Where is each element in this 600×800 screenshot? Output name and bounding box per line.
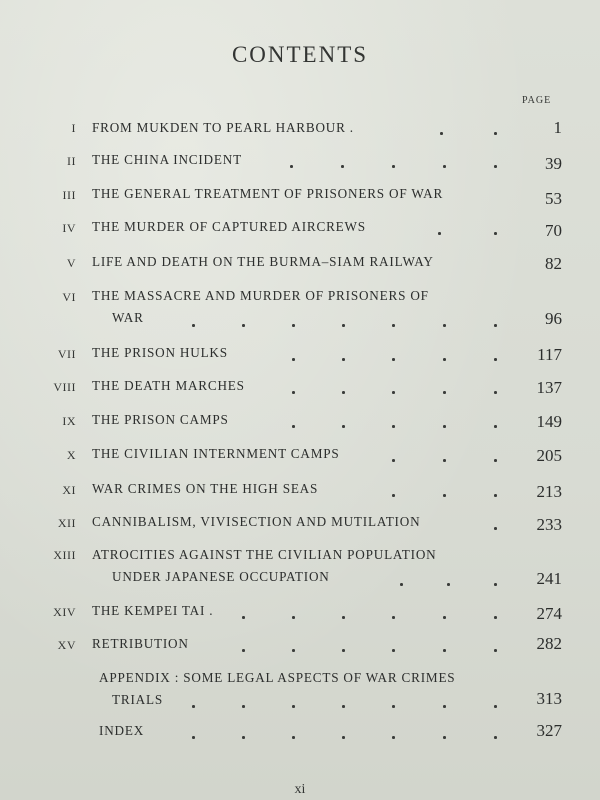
chapter-number: I [71, 121, 76, 135]
page-number: 39 [545, 154, 562, 173]
chapter-title: LIFE AND DEATH ON THE BURMA–SIAM RAILWAY [92, 254, 434, 269]
page-number: 274 [536, 604, 562, 623]
chapter-title: FROM MUKDEN TO PEARL HARBOUR . [92, 120, 354, 135]
page-number: 213 [536, 482, 562, 501]
chapter-title-continued: UNDER JAPANESE OCCUPATION [112, 569, 330, 584]
leader-dots [0, 514, 600, 534]
chapter-title-continued: WAR [112, 310, 144, 325]
chapter-number: XV [57, 638, 76, 652]
page-folio: xi [294, 782, 306, 797]
leader-dots [0, 378, 600, 398]
chapter-title: THE KEMPEI TAI . [92, 603, 214, 618]
chapter-number: XIII [53, 548, 76, 562]
leader-dots [0, 345, 600, 365]
chapter-number: III [62, 188, 76, 202]
chapter-title: THE CIVILIAN INTERNMENT CAMPS [92, 446, 340, 461]
chapter-number: VI [62, 290, 76, 304]
chapter-number: VII [57, 347, 76, 361]
appendix-title-continued: TRIALS [112, 692, 163, 707]
page-number: 282 [536, 634, 562, 653]
chapter-number: IV [62, 221, 76, 235]
index-title: INDEX [99, 723, 145, 738]
page-title: CONTENTS [231, 42, 369, 67]
chapter-number: XIV [53, 605, 76, 619]
chapter-number: V [66, 256, 76, 270]
chapter-number: IX [62, 414, 76, 428]
leader-dots [0, 636, 600, 656]
chapter-title: CANNIBALISM, VIVISECTION AND MUTILATION [92, 514, 421, 529]
leader-dots [0, 603, 600, 623]
chapter-number: II [67, 154, 76, 168]
chapter-title: THE DEATH MARCHES [92, 378, 245, 393]
chapter-title: THE PRISON HULKS [92, 345, 228, 360]
chapter-title: WAR CRIMES ON THE HIGH SEAS [92, 481, 319, 496]
page-number: 137 [536, 378, 562, 397]
page-number: 149 [536, 412, 562, 431]
page-number: 82 [545, 254, 562, 273]
page-number: 233 [536, 515, 562, 534]
page-column-label: PAGE [522, 95, 552, 106]
page-number: 70 [545, 221, 562, 240]
chapter-title: THE GENERAL TREATMENT OF PRISONERS OF WAR [92, 186, 444, 201]
leader-dots [0, 446, 600, 466]
leader-dots [0, 118, 600, 138]
page-number: 53 [545, 189, 562, 208]
page-number: 327 [536, 721, 562, 740]
page-number: 205 [536, 446, 562, 465]
page-number: 241 [536, 569, 562, 588]
chapter-title: THE MASSACRE AND MURDER OF PRISONERS OF [92, 288, 429, 303]
leader-dots [0, 670, 600, 690]
leader-dots [0, 547, 600, 567]
leader-dots [0, 723, 600, 743]
chapter-title: THE CHINA INCIDENT [92, 152, 242, 167]
leader-dots [0, 219, 600, 239]
leader-dots [0, 412, 600, 432]
chapter-number: XII [57, 516, 76, 530]
chapter-title: THE PRISON CAMPS [92, 412, 229, 427]
leader-dots [0, 152, 600, 172]
appendix-title: APPENDIX : SOME LEGAL ASPECTS OF WAR CRIMES [99, 670, 456, 685]
chapter-title: THE MURDER OF CAPTURED AIRCREWS [92, 219, 366, 234]
chapter-number: XI [62, 483, 76, 497]
chapter-title: ATROCITIES AGAINST THE CIVILIAN POPULATION [92, 547, 437, 562]
page-number: 1 [553, 118, 562, 137]
page-number: 117 [537, 345, 562, 364]
leader-dots [0, 481, 600, 501]
chapter-title: RETRIBUTION [92, 636, 189, 651]
chapter-number: VIII [53, 380, 76, 394]
page-number: 313 [536, 689, 562, 708]
chapter-number: X [66, 448, 76, 462]
leader-dots [0, 288, 600, 308]
page-number: 96 [545, 309, 562, 328]
